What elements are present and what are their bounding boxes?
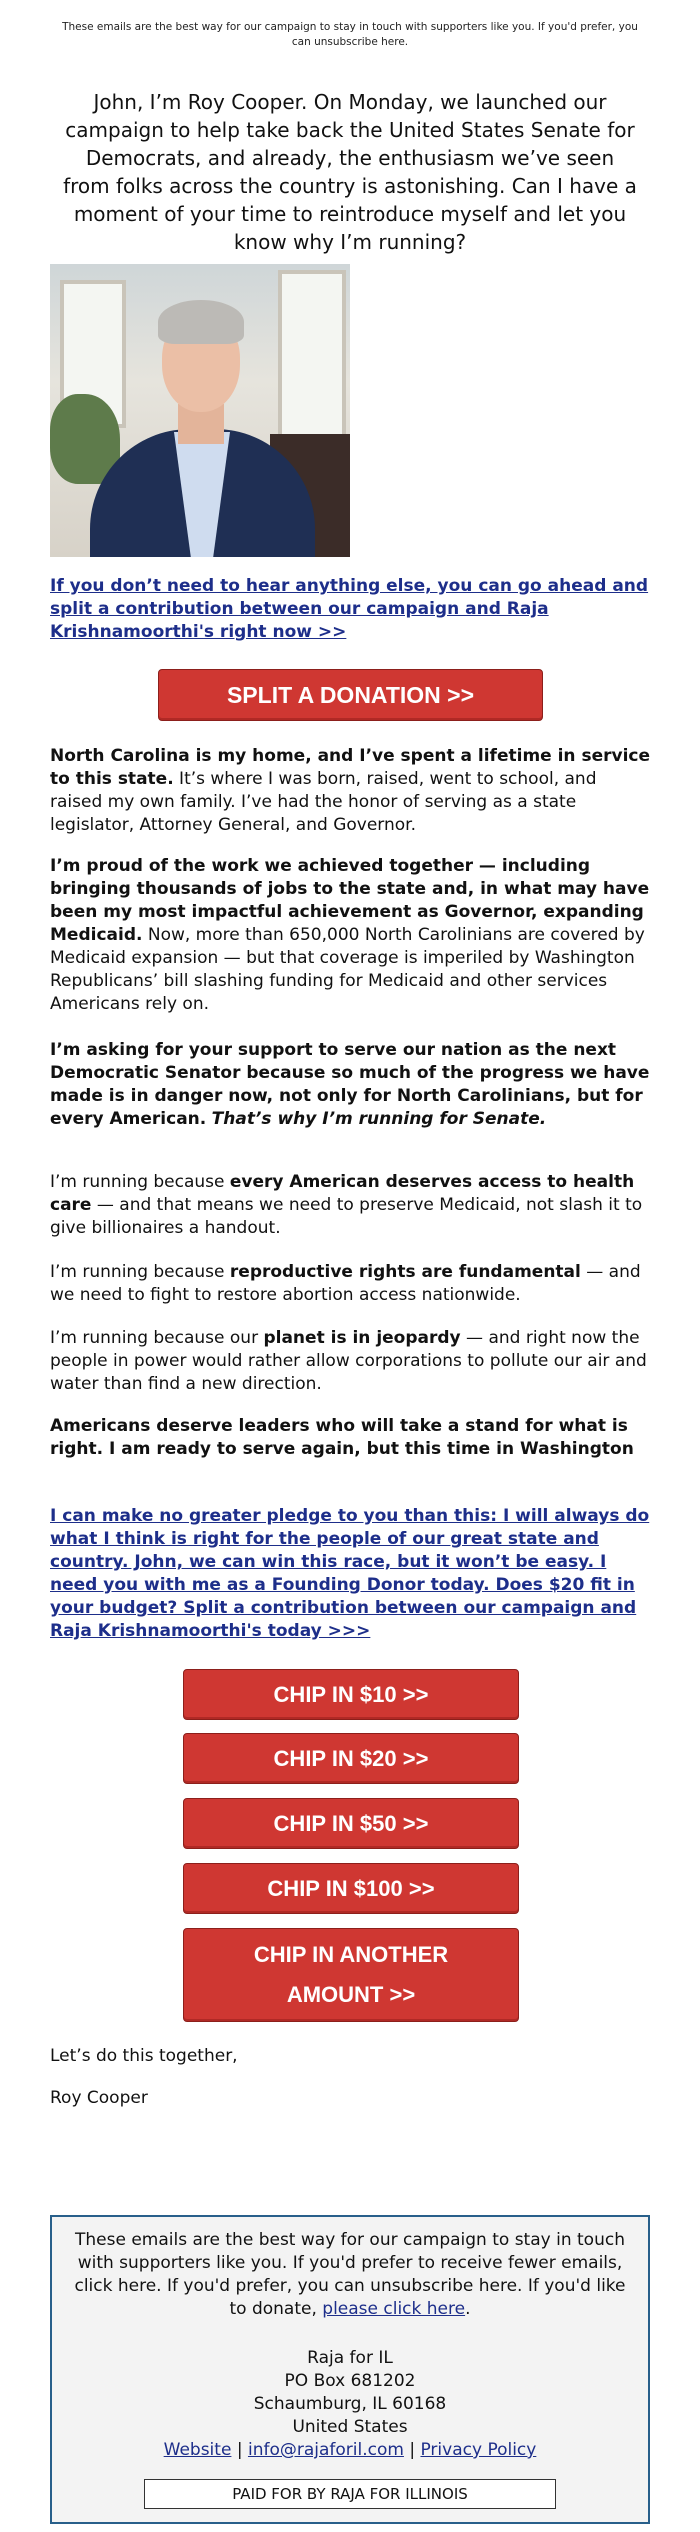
footer-country: United States (292, 2417, 408, 2437)
footer-city: Schaumburg, IL 60168 (253, 2394, 447, 2414)
footer-disclaimer-text: These emails are the best way for our campaign to stay in touch with supporters like you. If you'd prefer to receive fewer emails, click here. If you'd prefer, you can unsubscribe here. If you'd like to donate, (74, 2230, 626, 2319)
footer-org: Raja for IL (307, 2348, 393, 2368)
paragraph-achievements-rest: Now, more than 650,000 North Carolinians are covered by Medicaid expansion — but that coverage is imperiled by Washington Republicans’ bill slashing funding for Medicaid and other services Americans rely on. (50, 925, 645, 1014)
paragraph-achievements (50, 855, 650, 1016)
footer-privacy-link[interactable]: Privacy Policy (420, 2440, 537, 2460)
split-donation-button[interactable]: SPLIT A DONATION >> (158, 669, 543, 721)
footer-disclaimer (72, 2229, 628, 2321)
photo-hair (158, 300, 244, 344)
footer-website-link[interactable]: Website (163, 2440, 232, 2460)
paragraph-support-italic: That’s why I’m running for Senate. (211, 1109, 547, 1129)
footer-box (50, 2215, 650, 2524)
paragraph-leaders (50, 1415, 650, 1461)
paragraph-home-rest: It’s where I was born, raised, went to school, and raised my own family. I’ve had the honor of serving as a state legislator, Attorney General, and Governor. (50, 769, 597, 835)
footer-links (52, 2439, 648, 2462)
signature-name: Roy Cooper (50, 2088, 148, 2108)
pledge-donate-link[interactable]: I can make no greater pledge to you than this: I will always do what I think is right for the people of our great state and country. John, we can win this race, but it won’t be easy. I need you with me as a Founding Donor today. Does $20 fit in your budget? Split a contribution between our campaign and Raja Krishnamoorthi's today >>> (50, 1506, 650, 1641)
preheader-text: These emails are the best way for our campaign to stay in touch with supporters like you. If you'd prefer, you can unsubscribe here. (62, 21, 638, 48)
paragraph-leaders-bold: Americans deserve leaders who will take a stand for what is right. I am ready to serve again, but this time in Washington (50, 1416, 634, 1459)
paragraph-health-care-pre: I’m running because (50, 1172, 230, 1192)
footer-sep-2: | (403, 2440, 421, 2460)
paragraph-planet-rest: — and right now the people in power would rather allow corporations to pollute our air and water than find a new direction. (50, 1328, 647, 1394)
paragraph-reproductive-rights (50, 1261, 650, 1307)
chip-in-other-line1: CHIP IN ANOTHER (253, 1942, 449, 1967)
footer-donate-link[interactable]: please click here (322, 2299, 466, 2319)
paragraph-achievements-bold: I’m proud of the work we achieved together — including bringing thousands of jobs to the state and, in what may have been my most impactful achievement as Governor, expanding Medicaid. (50, 856, 650, 945)
paragraph-support (50, 1039, 650, 1131)
intro-paragraph: John, I’m Roy Cooper. On Monday, we launched our campaign to help take back the United States Senate for Democrats, and already, the enthusiasm we’ve seen from folks across the country is astonishing. Can I have a moment of your time to reintroduce myself and let you know why I’m running? (63, 90, 637, 254)
chip-in-other-line2: AMOUNT >> (286, 1982, 416, 2007)
paragraph-health-care-bold: every American deserves access to health care (50, 1172, 635, 1215)
paragraph-planet-bold: planet is in jeopardy (263, 1328, 461, 1348)
paragraph-health-care (50, 1171, 650, 1240)
paragraph-planet (50, 1327, 650, 1396)
chip-in-100-button[interactable]: CHIP IN $100 >> (183, 1863, 519, 1914)
paragraph-support-bold: I’m asking for your support to serve our nation as the next Democratic Senator because so much of the progress we have made is in danger now, not only for North Carolinians, but for every American. (50, 1040, 650, 1129)
footer-po-box: PO Box 681202 (284, 2371, 416, 2391)
footer-disclaimer-end: . (465, 2299, 471, 2319)
paragraph-health-care-rest: — and that means we need to preserve Medicaid, not slash it to give billionaires a handout. (50, 1195, 643, 1238)
footer-sep-1: | (231, 2440, 248, 2460)
candidate-photo (50, 264, 350, 557)
paragraph-home (50, 745, 650, 837)
chip-in-50-button[interactable]: CHIP IN $50 >> (183, 1798, 519, 1849)
footer-email-link[interactable]: info@rajaforil.com (247, 2440, 404, 2460)
chip-in-other-amount-button[interactable] (183, 1928, 519, 2022)
paid-for-disclaimer: PAID FOR BY RAJA FOR ILLINOIS (144, 2479, 556, 2509)
paragraph-reproductive-pre: I’m running because (50, 1262, 230, 1282)
split-contribution-link[interactable]: If you don’t need to hear anything else, you can go ahead and split a contribution between our campaign and Raja Krishnamoorthi's right now >> (50, 576, 649, 642)
paragraph-planet-pre: I’m running because our (50, 1328, 264, 1348)
paragraph-home-bold: North Carolina is my home, and I’ve spent a lifetime in service to this state. (50, 746, 650, 789)
chip-in-10-button[interactable]: CHIP IN $10 >> (183, 1669, 519, 1720)
footer-address (52, 2347, 648, 2462)
photo-window-right (278, 270, 346, 438)
paragraph-reproductive-bold: reproductive rights are fundamental (229, 1262, 581, 1282)
paragraph-reproductive-rest: — and we need to fight to restore abortion access nationwide. (50, 1262, 641, 1305)
chip-in-20-button[interactable]: CHIP IN $20 >> (183, 1733, 519, 1784)
signoff-text: Let’s do this together, (50, 2046, 238, 2066)
